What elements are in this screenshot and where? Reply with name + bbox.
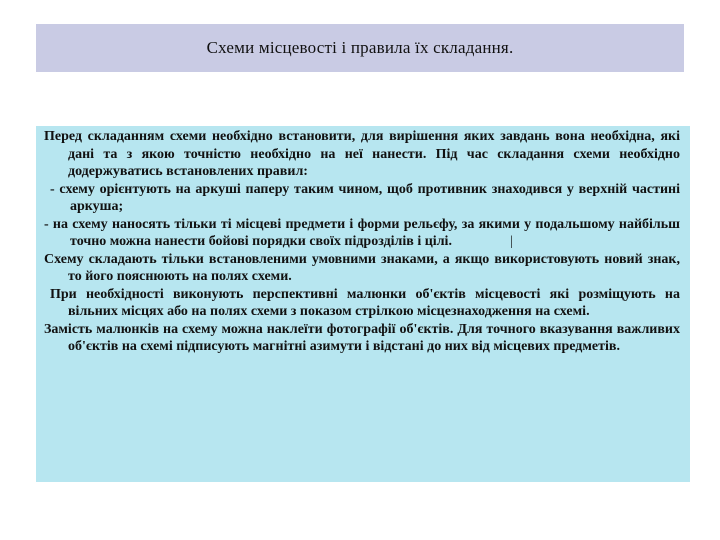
paragraph-photos: Замість малюнків на схему можна наклеїти фотографії об'єктів. Для точного вказування важливих об'єктів на схемі підписують магнітні азимути і відстані до них від місцевих предметів. bbox=[44, 321, 680, 354]
paragraph-rule-objects bbox=[44, 216, 680, 251]
paragraph-signs: Схему складають тільки встановленими умовними знаками, а якщо використовують новий знак, то його пояснюють на полях схеми. bbox=[44, 251, 680, 284]
content-box bbox=[36, 126, 690, 482]
paragraph-rule-objects-text: - на схему наносять тільки ті місцеві предмети і форми рельєфу, за якими у подальшому найбільш точно можна нанести бойові порядки своїх підрозділів і цілі. bbox=[44, 216, 680, 249]
paragraph-drawings: При необхідності виконують перспективні малюнки об'єктів місцевості які розміщують на вільних місцях або на полях схеми з показом стрілкою місцезнаходження на схемі. bbox=[50, 286, 680, 319]
paragraph-intro: Перед складанням схеми необхідно встановити, для вирішення яких завдань вона необхідна, які дані та з якою точністю необхідно на неї нанести. Під час складання схеми необхідно додержуватись встановлених правил: bbox=[44, 129, 680, 179]
paragraph-rule-orient: - схему орієнтують на аркуші паперу таким чином, щоб противник знаходився у верхній частині аркуша; bbox=[50, 181, 680, 214]
title-bar bbox=[36, 24, 684, 72]
text-cursor-mark: | bbox=[509, 234, 513, 249]
page-title: Схеми місцевості і правила їх складання. bbox=[206, 38, 514, 57]
